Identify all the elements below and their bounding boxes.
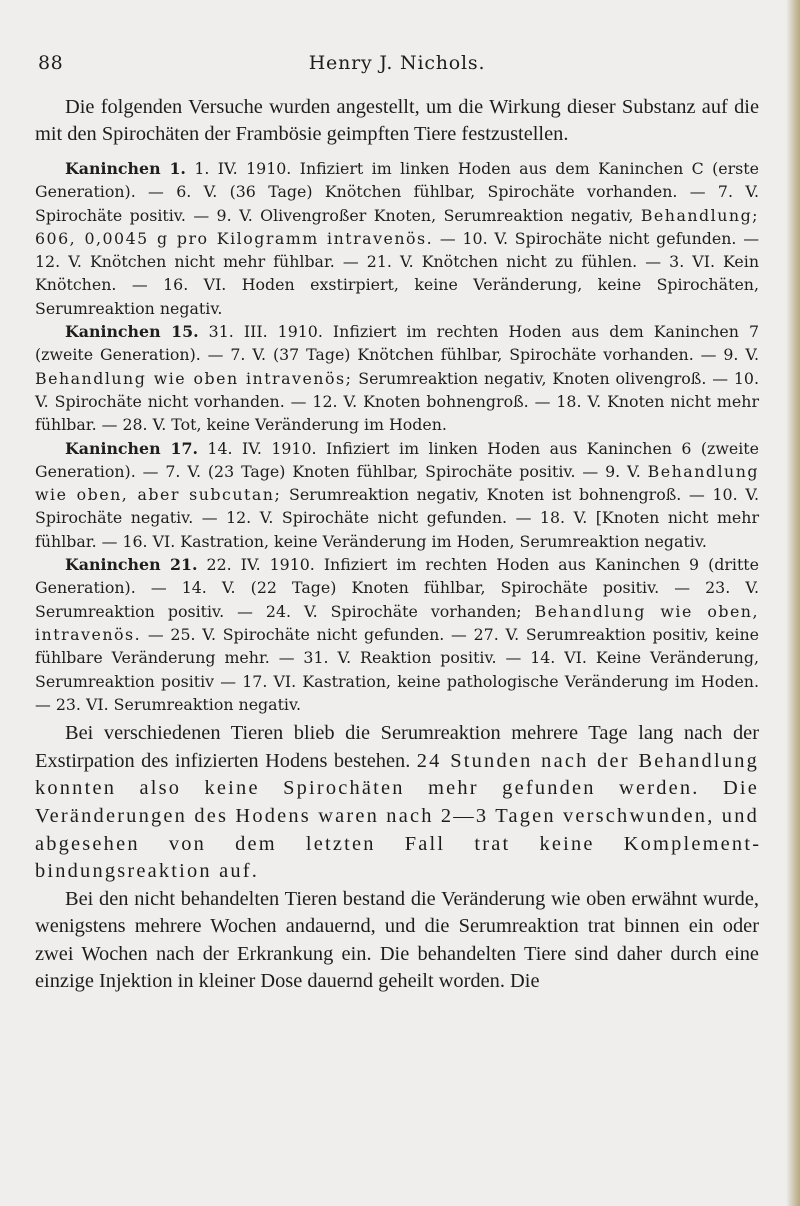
conclusion-paragraph [35,720,759,886]
page-number: 88 [38,52,64,74]
protocol-treatment: Behandlung wie oben, intravenös. [35,601,759,644]
protocol-treatment: Behandlung; 606, 0,0045 g pro Kilogramm intravenös. [35,205,759,248]
protocol-label: Kaninchen 17. [65,438,198,458]
protocol-text: — 10. V. Spirochäte nicht gefunden. — 12. V. Knötchen nicht mehr fühlbar. — 21. V. Knötchen nicht zu fühlen. — 3. VI. Kein Knötchen. — 16. VI. Hoden exstirpiert, keine Veränderung, keine Spirochäten, Serumreaktion negativ. [35,228,759,318]
intro-paragraph: Die folgenden Versuche wurden angestellt, um die Wirkung dieser Substanz auf die mit den Spirochäten der Frambösie geimpften Tiere festzustellen. [35,96,759,145]
protocol-text: 1. IV. 1910. Infiziert im linken Hoden aus dem Kaninchen C (erste Generation). — 6. V. (36 Tage) Knötchen fühlbar, Spirochäte vorhanden. — 7. V. Spirochäte positiv. — 9. V. Olivengroßer Knoten, Serumreaktion negativ, [35,159,759,225]
running-title: Henry J. Nichols. [308,52,486,74]
protocol-text: 22. IV. 1910. Infiziert im rechten Hoden aus Kaninchen 9 (dritte Generation). — 14. V. (22 Tage) Knoten fühlbar, Spirochäte positiv. — 23. V. Serumreaktion positiv. — 24. V. Spirochäte vorhanden; [35,555,760,621]
book-page [35,0,759,996]
protocol-text: 31. III. 1910. Infiziert im rechten Hoden aus dem Kaninchen 7 (zweite Generation). — 7. V. (37 Tage) Knötchen fühlbar, Spirochäte vorhanden. — 9. V. [35,322,760,365]
closing-paragraph: Bei den nicht behandelten Tieren bestand die Veränderung wie oben erwähnt wurde, wenigstens mehrere Wochen andauernd, und die Serumreaktion trat binnen ein oder zwei Wochen nach der Erkrankung ein. Die behandelten Tiere sind daher durch eine einzige Injektion in kleiner Dose dauernd geheilt worden. Die [35,887,759,993]
conclusion-text: Bei verschiedenen Tieren blieb die Serumreaktion mehrere Tage lang nach der Exstirpation des infizierten Hodens bestehen. [35,722,759,772]
protocol-text: 14. IV. 1910. Infiziert im linken Hoden aus Kaninchen 6 (zweite Generation). — 7. V. (23 Tage) Knoten fühlbar, Spirochäte positiv. — 9. V. [35,438,759,481]
protocol-rabbit-21 [35,553,759,716]
protocol-text: Serumreaktion negativ, Knoten ist bohnengroß. — 10. V. Spirochäte negativ. — 12. V. Spirochäte nicht gefunden. — 18. V. [Knoten nicht mehr fühlbar. — 16. VI. Kastration, keine Veränderung im Hoden, Serumreaktion negativ. [35,485,759,551]
protocol-label: Kaninchen 21. [65,555,198,575]
page-header [35,0,759,78]
protocol-rabbit-17 [35,437,759,553]
protocol-rabbit-1 [35,157,759,320]
protocol-text: — 25. V. Spirochäte nicht gefunden. — 27. V. Serumreaktion positiv, keine fühlbare Veränderung mehr. — 31. V. Reaktion positiv. — 14. VI. Keine Veränderung, Serumreaktion positiv — 17. VI. Kastration, keine pathologische Veränderung im Hoden. — 23. VI. Serumreaktion negativ. [35,624,759,714]
protocol-label: Kaninchen 15. [65,322,199,342]
page-edge [786,0,800,1206]
protocol-label: Kaninchen 1. [65,159,186,178]
protocol-treatment: Behandlung wie oben intravenös; [35,368,353,388]
conclusion-emphasis: 24 Stunden nach der Behandlung konnten also keine Spirochäten mehr gefunden werden. Die Veränderungen des Hodens waren nach 2—3 Tagen verschwunden, und abgesehen von dem letzten Fall trat keine Komplementbindungsreaktion auf. [35,749,759,883]
protocol-text: Serumreaktion negativ, Knoten olivengroß. — 10. V. Spirochäte nicht vorhanden. — 12. V. Knoten bohnengroß. — 18. V. Knoten nicht mehr fühlbar. — 28. V. Tot, keine Veränderung im Hoden. [35,368,759,435]
protocol-treatment: Behandlung wie oben, aber subcutan; [35,461,759,505]
protocol-rabbit-15 [35,320,759,436]
